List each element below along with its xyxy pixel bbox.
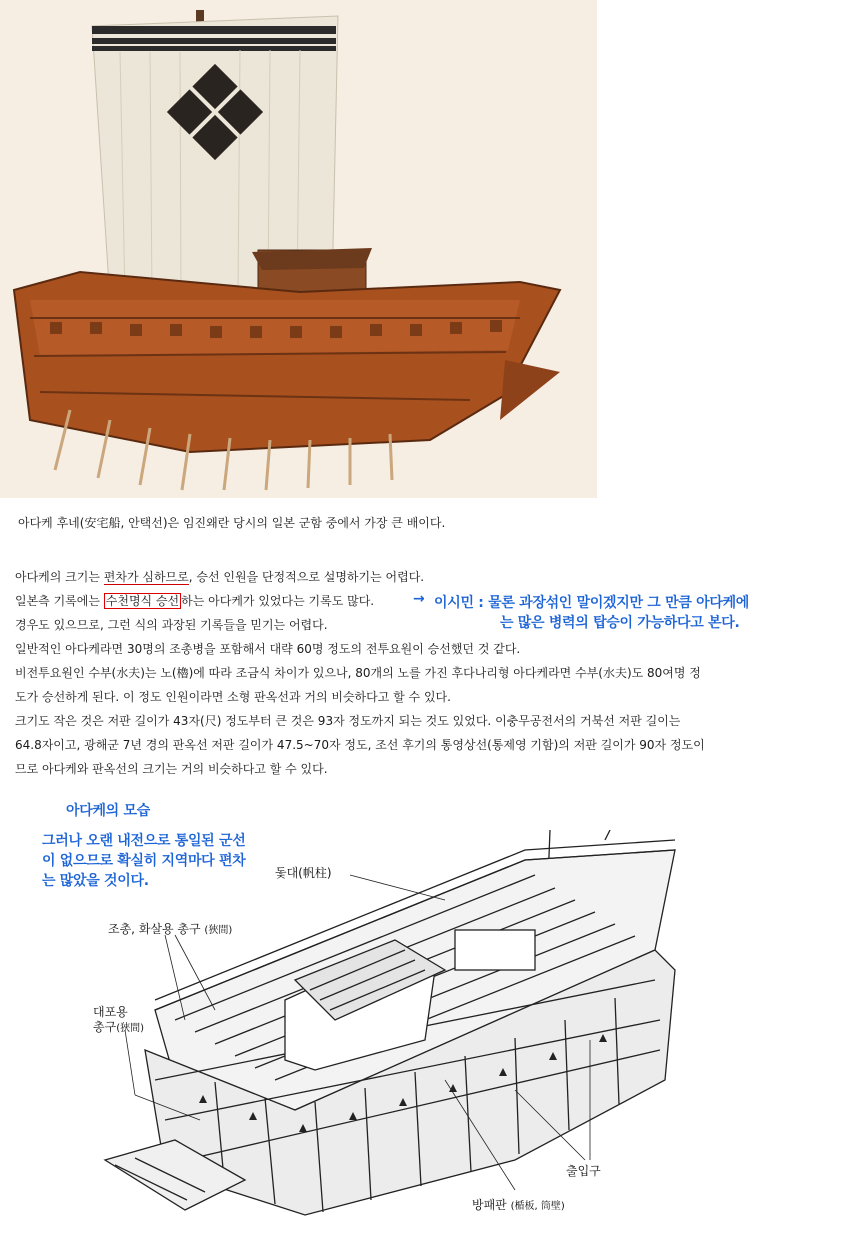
text-segment: , 승선 인원을 단정적으로 설명하기는 어렵다. [188, 570, 425, 584]
diagram-caption: 아다케의 모습 [66, 803, 150, 819]
handwritten-comment-line1: 이시민 : 물론 과장섞인 말이겠지만 그 만큼 아다케에 [434, 595, 750, 611]
label-mast: 돛대(帆柱) [275, 866, 332, 880]
text-segment: 일본측 기록에는 [15, 594, 104, 608]
label-exit: 출입구 [566, 1164, 601, 1178]
ship-model-photo [0, 0, 597, 498]
ship-diagram [95, 820, 695, 1235]
text-segment: 하는 아다케가 있었다는 기록도 많다. [181, 594, 375, 608]
paragraph-line: 크기도 작은 것은 저판 길이가 43자(尺) 정도부터 큰 것은 93자 정도까지 되는 것도 있었다. 이충무공전서의 거북선 저판 길이는 [15, 714, 681, 728]
intro-text: 아다케 후네(安宅船, 안택선)은 임진왜란 당시의 일본 군함 중에서 가장 큰 배이다. [18, 516, 446, 530]
paragraph-line: 비전투요원인 수부(水夫)는 노(櫓)에 따라 조금식 차이가 있으나, 80개의 노를 가진 후다나리형 아다케라면 수부(水夫)도 80여명 정 [15, 666, 701, 680]
label-text: 조총, 화살용 총구 [108, 922, 201, 936]
underlined-text: 편차가 심하므로 [103, 570, 189, 584]
label-hanja: (楯板, 筒壁) [510, 1201, 565, 1212]
label-cannon-port-1: 대포용 [93, 1005, 128, 1019]
paragraph-line: 64.8자이고, 광해군 7년 경의 판옥선 저판 길이가 47.5~70자 정도, 조선 후기의 통영상선(통제영 기함)의 저판 길이가 90자 정도이 [15, 738, 705, 752]
paragraph-line: 므로 아다케와 판옥선의 크기는 거의 비슷하다고 할 수 있다. [15, 762, 328, 776]
label-small-gunports [108, 920, 232, 937]
handwritten-note-line1: 그러나 오랜 내전으로 통일된 군선 [42, 833, 246, 849]
label-shield [472, 1196, 565, 1213]
paragraph-line: 일반적인 아다케라면 30명의 조총병을 포함해서 대략 60명 정도의 전투요원이 승선했던 것 같다. [15, 642, 521, 656]
comment-arrow: → [413, 591, 425, 607]
handwritten-note-line2: 이 없으므로 확실히 지역마다 편차 [42, 853, 246, 869]
label-hanja: (狹間) [116, 1023, 144, 1034]
paragraph-line: 도가 승선하게 된다. 이 정도 인원이라면 소형 판옥선과 거의 비슷하다고 할 수 있다. [15, 690, 451, 704]
ship-line-drawing [95, 820, 695, 1235]
ship-model-illustration [0, 0, 597, 498]
boxed-text: 수천명식 승선 [105, 594, 180, 608]
label-text: 총구 [93, 1020, 117, 1034]
label-cannon-port-2 [93, 1018, 144, 1035]
handwritten-note-line3: 는 많았을 것이다. [42, 873, 149, 889]
handwritten-comment-line2: 는 많은 병력의 탑승이 가능하다고 본다. [500, 615, 740, 631]
paragraph-line [15, 592, 374, 609]
paragraph-line: 경우도 있으므로, 그런 식의 과장된 기록들을 믿기는 어렵다. [15, 618, 328, 632]
label-text: 방패판 [472, 1198, 507, 1212]
paragraph-line [15, 568, 424, 585]
label-hanja: (狹間) [204, 925, 233, 936]
text-segment: 아다케의 크기는 [15, 570, 104, 584]
